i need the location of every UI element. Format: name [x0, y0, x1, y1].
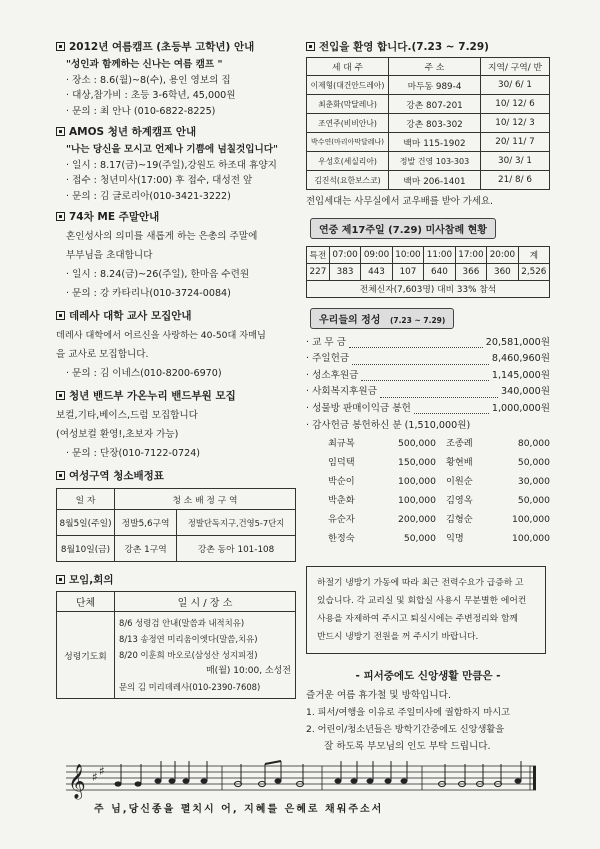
cleaning-header: 청 소 배 정 구 역: [115, 489, 296, 510]
meeting-line: 8/20 이훈희 바오로(삼성산 성지피정): [119, 650, 258, 660]
amos-title: AMOS 청년 하계캠프 안내: [56, 124, 300, 139]
table-row: [57, 510, 296, 536]
me-line: · 문의 : 강 카타리나(010-3724-0084): [66, 288, 231, 299]
attendance-summary: 전체신자(7,603명) 대비 33% 참석: [307, 280, 550, 297]
cleaning-date: 8월10일(금): [57, 536, 115, 562]
music-footer: [66, 758, 540, 818]
table-row: [57, 612, 296, 699]
table-row: 박수연(마리아막달레나) 백마 115-1902 20/ 11/ 7: [307, 133, 550, 152]
bullet-square-icon: [56, 391, 65, 400]
table-row: [57, 536, 296, 562]
meetings-section: [56, 572, 300, 699]
offering-row: · 성물방 판매이익금 봉헌 1,000,000원: [306, 402, 550, 414]
teresa-line: · 문의 : 김 이네스(010-8200-6970): [66, 368, 222, 379]
bullet-square-icon: [56, 42, 65, 51]
table-row: 227 383 443 107 640 366 360 2,526: [307, 263, 550, 280]
donor-list: 최규복 500,000 조종례 80,000 임덕택 150,000 황현배 50,000 박순이 100,000 이원순 30,000 박춘화 100,000 김영옥 50,000 유순자 200,000 김형순 100,000 한정숙 50,000 익명 100,000: [328, 438, 550, 544]
camp-title: 2012년 여름캠프 (초등부 고학년) 안내: [56, 39, 300, 54]
aircon-notice: 하절기 냉방기 가동에 따라 최근 전력수요가 급증하 고 있습니다. 각 교리실 및 회합실 사용시 무분별한 에어컨 사용을 자제하여 주시고 퇴실시에는 주변정리와 함께 반드시 냉방기 전원을 꺼 주시기 바랍니다.: [306, 566, 546, 654]
amos-line: · 일시 : 8.17(금)~19(주일),강원도 하조대 휴양지: [66, 159, 277, 171]
svg-text:♯: ♯: [92, 770, 98, 784]
cleaning-area: 강촌 1구역: [115, 536, 177, 562]
welcome-section: [306, 39, 550, 210]
meetings-title: 모임,회의: [56, 572, 300, 587]
meetings-header: 단체: [57, 592, 115, 612]
bullet-square-icon: [56, 575, 65, 584]
band-line: · 문의 : 단장(010-7122-0724): [66, 448, 201, 459]
meeting-line: 8/13 송정연 미리움이엣다(말씀,치유): [119, 634, 258, 644]
welcome-note: 전입세대는 사무실에서 교우배를 받아 가세요.: [306, 196, 493, 207]
teresa-line: 을 교사로 모집합니다.: [56, 349, 149, 360]
camp-line: · 장소 : 8.6(월)~8(수), 용인 영보의 집: [66, 74, 231, 86]
table-row: 김진석(요한보스코) 백마 206-1401 21/ 8/ 6: [307, 171, 550, 190]
camp-line: · 대상,참가비 : 초등 3-6학년, 45,000원: [66, 90, 236, 101]
offering-row: · 교 무 금 20,581,000원: [306, 336, 550, 348]
cleaning-section: [56, 468, 300, 562]
me-line: · 일시 : 8.24(금)~26(주일), 한마음 수련원: [66, 269, 250, 280]
table-row: 최춘화(막달레나) 강촌 807-201 10/ 12/ 6: [307, 95, 550, 114]
me-title: 74차 ME 주말안내: [56, 209, 300, 224]
cleaning-title: 여성구역 청소배정표: [56, 468, 300, 483]
vacation-title: - 피서중에도 신앙생활 만큼은 -: [355, 670, 501, 682]
offering-row: · 주일헌금 8,460,960원: [306, 353, 550, 364]
meeting-line: 매(월) 10:00, 소성전: [205, 666, 291, 676]
welcome-title: 전입을 환영 합니다.(7.23 ~ 7.29): [306, 39, 550, 54]
bullet-square-icon: [56, 127, 65, 136]
me-line: 혼인성사의 의미를 새롭게 하는 은총의 주말에: [66, 231, 258, 242]
music-staff: [66, 758, 540, 800]
teresa-section: [56, 308, 300, 383]
table-row: 이제형(대건안드레아) 마두동 989-4 30/ 6/ 1: [307, 76, 550, 95]
offering-row: · 성소후원금 1,145,000원: [306, 369, 550, 381]
me-section: [56, 209, 300, 303]
left-column: [56, 34, 300, 699]
cleaning-area: 정발5,6구역: [115, 510, 177, 536]
svg-text:𝄞: 𝄞: [68, 764, 86, 799]
band-line: (여성보컬 환영!,초보자 가능): [56, 429, 179, 440]
table-row: 우성호(세실리아) 정발 건영 103-303 30/ 3/ 1: [307, 152, 550, 171]
welcome-table: [306, 57, 550, 190]
meetings-group: 성령기도회: [57, 612, 115, 699]
meeting-line: 문의 김 미리데레사(010-2390-7608): [119, 682, 261, 692]
welcome-header: 세 대 주: [307, 58, 389, 76]
amos-line: · 문의 : 김 글로리아(010-3421-3222): [66, 190, 231, 202]
camp-line: · 문의 : 최 안나 (010-6822-8225): [66, 105, 216, 117]
meeting-line: 8/6 성령검 안내(말씀과 내적치유): [119, 618, 245, 628]
right-column: [306, 34, 550, 755]
bullet-square-icon: [56, 471, 65, 480]
bullet-square-icon: [56, 212, 65, 221]
attendance-table: 특전 07:00 09:00 10:00 11:00 17:00 20:00 계 227 383 443 107 640 366 360 2,526 전체신자(7,603명) 대비 33% 참석: [306, 246, 550, 298]
offering-section: [306, 308, 550, 549]
camp-section: [56, 39, 300, 119]
music-lyrics: 주 님,당신종을 펼치시 어, 지혜를 은혜로 채워주소서: [94, 804, 384, 815]
bullet-square-icon: [56, 311, 65, 320]
me-line: 부부님을 초대합니다: [66, 250, 153, 261]
offering-title: 우리들의 정성 (7.23 ~ 7.29): [310, 308, 550, 329]
vacation-section: - 피서중에도 신앙생활 만큼은 - 즐거운 여름 휴가철 및 방학입니다. 1. 피서/여행을 이유로 주일미사에 궐함하지 마시고 2. 어린이/청소년들은 방학기간중에도 신앙생활을 잘 하도록 부모님의 인도 부탁 드립니다.: [306, 668, 550, 755]
table-row: 조연주(비비안나) 강촌 803-302 10/ 12/ 3: [307, 114, 550, 133]
attendance-title: 연중 제17주일 (7.29) 미사참례 현황: [310, 218, 550, 239]
attendance-section: [306, 218, 550, 298]
welcome-header: 지역/ 구역/ 반: [481, 58, 550, 76]
thanks-title: · 감사헌금 봉헌하신 분 (1,510,000원): [306, 420, 471, 431]
band-line: 보컬,기타,베이스,드럼 모집합니다: [56, 410, 198, 421]
cleaning-date: 8월5일(주일): [57, 510, 115, 536]
cleaning-table: [56, 488, 296, 562]
cleaning-area: 강촌 동아 101-108: [177, 536, 296, 562]
cleaning-header: 일 자: [57, 489, 115, 510]
welcome-header: 주 소: [389, 58, 481, 76]
svg-text:♯: ♯: [99, 764, 105, 778]
teresa-line: 데레사 대학에서 어르신을 사랑하는 40-50대 자매님: [56, 330, 266, 341]
teresa-title: 데레사 대학 교사 모집안내: [56, 308, 300, 323]
cleaning-area: 정발단독지구,건영5-7단지: [177, 510, 296, 536]
bullet-square-icon: [306, 42, 315, 51]
camp-quote: "성인과 함께하는 신나는 여름 캠프 ": [66, 59, 223, 70]
meetings-header: 일 시 / 장 소: [115, 592, 296, 612]
amos-line: · 접수 : 청년미사(17:00) 후 접수, 대성전 앞: [66, 175, 253, 186]
offering-row: · 사회복지후원금 340,000원: [306, 386, 550, 397]
band-title: 청년 밴드부 가온누리 밴드부원 모집: [56, 388, 300, 403]
band-section: [56, 388, 300, 463]
amos-section: [56, 124, 300, 204]
amos-quote: "나는 당신을 모시고 언제나 기쁨에 넘칠것입니다": [66, 144, 279, 155]
meetings-table: [56, 591, 296, 699]
